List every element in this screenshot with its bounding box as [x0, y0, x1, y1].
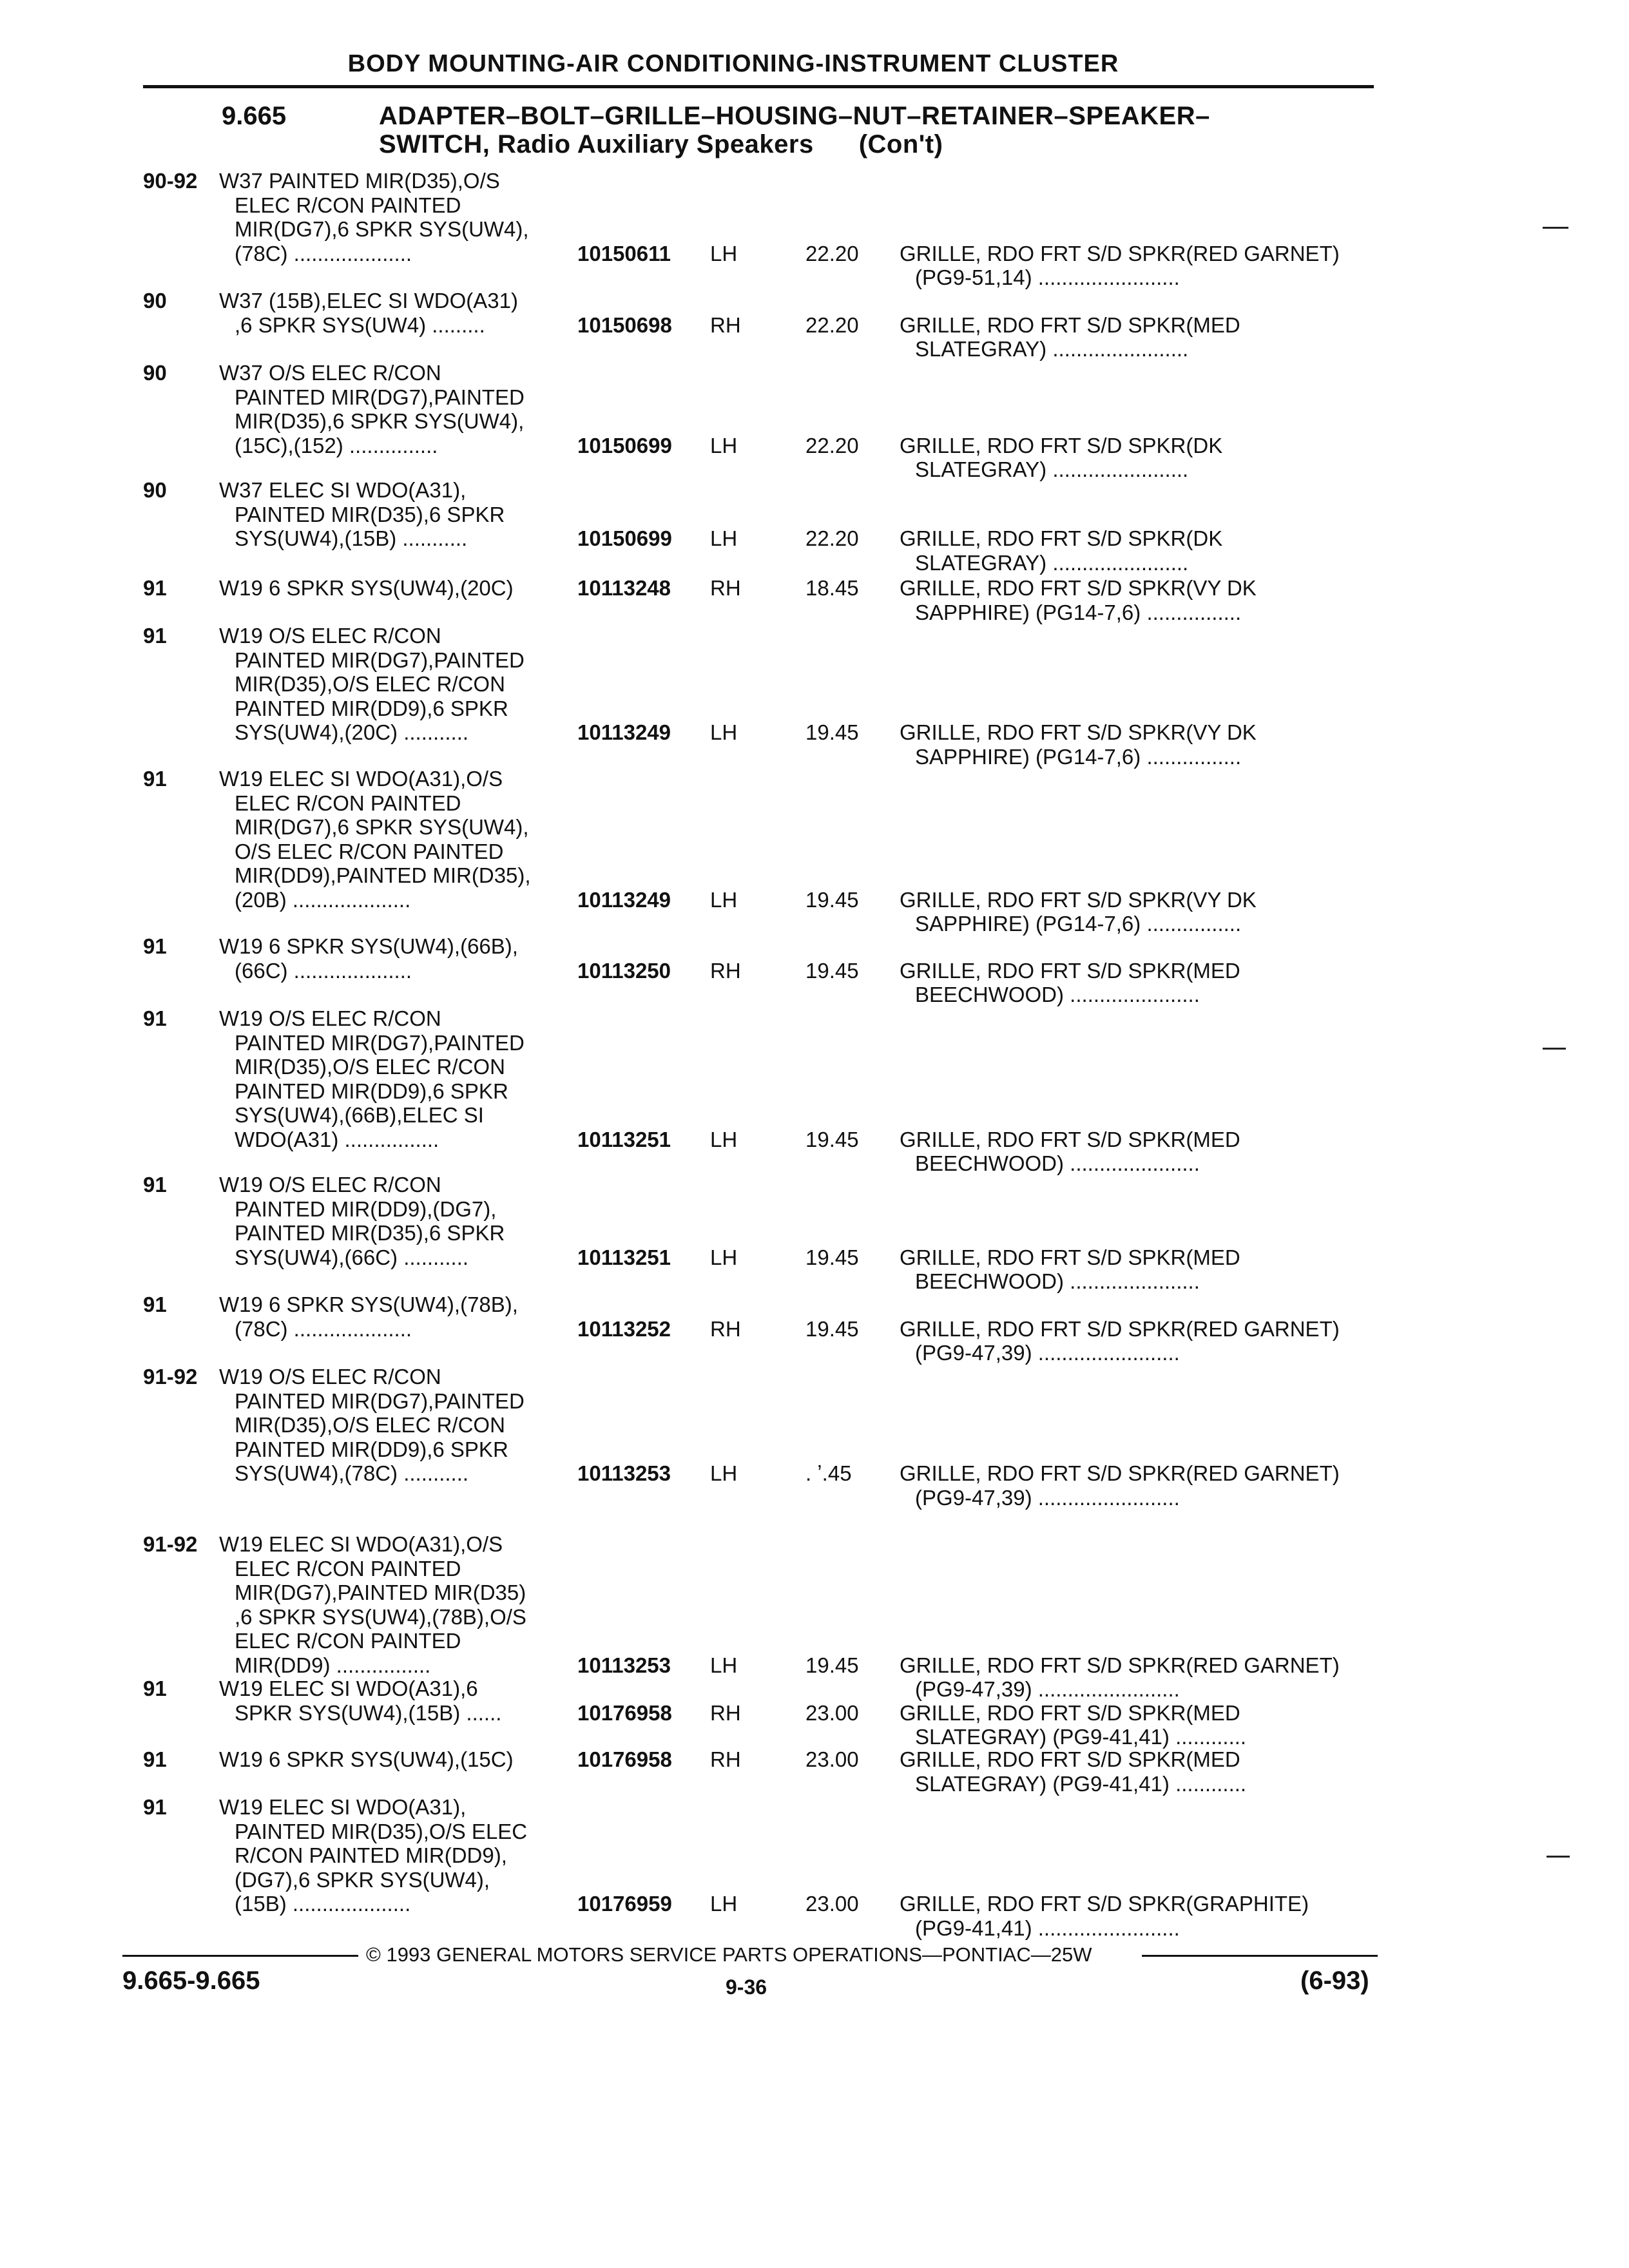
price: 23.00 [805, 1747, 859, 1771]
part-name-line2: SLATEGRAY) ....................... [915, 337, 1189, 361]
part-name [900, 1461, 1376, 1510]
description-line: (20B) .................... [235, 887, 411, 912]
part-name-line1: GRILLE, RDO FRT S/D SPKR(RED GARNET) [900, 1461, 1340, 1485]
usage-description [219, 478, 580, 551]
side-code: LH [710, 526, 738, 550]
footer-range: 9.665-9.665 [122, 1966, 260, 1995]
description-line: W37 ELEC SI WDO(A31), [219, 478, 467, 502]
price: 19.45 [805, 1127, 859, 1151]
description-line: (DG7),6 SPKR SYS(UW4), [235, 1867, 490, 1892]
part-number: 10113251 [577, 1245, 671, 1269]
price: 19.45 [805, 1653, 859, 1677]
description-line: SPKR SYS(UW4),(15B) ...... [235, 1700, 502, 1725]
usage-description [219, 767, 580, 912]
description-line: MIR(DG7),PAINTED MIR(D35) [235, 1581, 526, 1604]
description-line: WDO(A31) ................ [235, 1127, 439, 1151]
part-number: 10150611 [577, 241, 671, 265]
description-line: PAINTED MIR(D35),6 SPKR [235, 1221, 505, 1245]
side-code: LH [710, 720, 738, 744]
part-number: 10113249 [577, 887, 671, 912]
model-year: 90-92 [143, 169, 198, 193]
part-name-line1: GRILLE, RDO FRT S/D SPKR(RED GARNET) [900, 1653, 1340, 1677]
side-code: LH [710, 887, 738, 912]
price: 23.00 [805, 1892, 859, 1916]
margin-tick-2 [1543, 1048, 1566, 1050]
part-name [900, 1653, 1376, 1702]
description-line: W19 6 SPKR SYS(UW4),(78B), [219, 1293, 518, 1316]
description-line: PAINTED MIR(DG7),PAINTED [235, 648, 525, 672]
description-line: W19 O/S ELEC R/CON [219, 1173, 441, 1196]
usage-description [219, 1795, 580, 1916]
model-year: 91 [143, 1293, 167, 1316]
usage-description [219, 624, 580, 745]
part-name [900, 1701, 1376, 1749]
description-line: W37 O/S ELEC R/CON [219, 361, 441, 385]
description-line: MIR(DD9),PAINTED MIR(D35), [235, 863, 531, 887]
price: 19.45 [805, 720, 859, 744]
usage-description [219, 1365, 580, 1486]
part-name-line1: GRILLE, RDO FRT S/D SPKR(DK [900, 433, 1223, 457]
model-year: 90 [143, 361, 167, 385]
description-line: PAINTED MIR(D35),O/S ELEC [235, 1819, 528, 1843]
part-number: 10150699 [577, 526, 672, 550]
part-number: 10113248 [577, 576, 671, 600]
description-line: ELEC R/CON PAINTED [235, 1629, 461, 1653]
description-line: MIR(DD9) ................ [235, 1653, 431, 1677]
part-name [900, 1317, 1376, 1365]
description-line: ELEC R/CON PAINTED [235, 1556, 461, 1581]
model-year: 91 [143, 1173, 167, 1196]
description-line: (66C) .................... [235, 958, 412, 983]
part-name-line2: SLATEGRAY) (PG9-41,41) ............ [915, 1771, 1247, 1796]
description-line: R/CON PAINTED MIR(DD9), [235, 1843, 507, 1867]
part-number: 10176958 [577, 1700, 672, 1725]
margin-tick-3 [1547, 1856, 1570, 1858]
margin-tick-1 [1543, 227, 1568, 229]
side-code: LH [710, 433, 738, 457]
part-name-line1: GRILLE, RDO FRT S/D SPKR(MED [900, 1700, 1240, 1725]
part-name [900, 1128, 1376, 1176]
part-name-line1: GRILLE, RDO FRT S/D SPKR(MED [900, 958, 1240, 983]
side-code: RH [710, 312, 741, 337]
part-name-line1: GRILLE, RDO FRT S/D SPKR(RED GARNET) [900, 1316, 1340, 1341]
price: 22.20 [805, 433, 859, 457]
usage-description [219, 289, 580, 337]
part-name-line1: GRILLE, RDO FRT S/D SPKR(VY DK [900, 720, 1257, 744]
model-year: 90 [143, 478, 167, 502]
side-code: RH [710, 576, 741, 600]
footer-copyright: © 1993 GENERAL MOTORS SERVICE PARTS OPERATIONS—PONTIAC—25W [366, 1943, 1092, 1966]
part-number: 10113251 [577, 1127, 671, 1151]
description-line: ELEC R/CON PAINTED [235, 193, 461, 217]
description-line: W19 ELEC SI WDO(A31),6 [219, 1677, 478, 1700]
description-line: PAINTED MIR(DD9),6 SPKR [235, 1079, 508, 1103]
model-year: 91-92 [143, 1365, 198, 1389]
usage-description [219, 169, 580, 265]
description-line: ELEC R/CON PAINTED [235, 791, 461, 815]
description-line: PAINTED MIR(DG7),PAINTED [235, 1030, 525, 1055]
footer-page-number: 9-36 [726, 1975, 767, 1999]
description-line: W19 O/S ELEC R/CON [219, 1006, 441, 1030]
section-continued: (Con't) [858, 130, 943, 159]
part-name [900, 242, 1376, 290]
description-line: MIR(D35),O/S ELEC R/CON [235, 1055, 505, 1079]
footer-rule-right [1142, 1955, 1378, 1957]
description-line: SYS(UW4),(15B) ........... [235, 526, 468, 550]
description-line: W19 ELEC SI WDO(A31),O/S [219, 1532, 503, 1556]
part-number: 10113253 [577, 1653, 671, 1677]
model-year: 91 [143, 1006, 167, 1030]
description-line: W19 ELEC SI WDO(A31),O/S [219, 767, 503, 791]
description-line: ,6 SPKR SYS(UW4),(78B),O/S [235, 1604, 526, 1629]
page-header: BODY MOUNTING-AIR CONDITIONING-INSTRUMENT CLUSTER [347, 50, 1119, 77]
part-name [900, 1892, 1376, 1940]
price: 22.20 [805, 526, 859, 550]
description-line: W37 PAINTED MIR(D35),O/S [219, 169, 500, 193]
footer-date: (6-93) [1300, 1966, 1369, 1995]
side-code: LH [710, 1653, 738, 1677]
part-name-line1: GRILLE, RDO FRT S/D SPKR(MED [900, 312, 1240, 337]
model-year: 91 [143, 1677, 167, 1700]
part-name-line1: GRILLE, RDO FRT S/D SPKR(MED [900, 1747, 1240, 1771]
part-name [900, 1747, 1376, 1796]
price: 18.45 [805, 576, 859, 600]
side-code: RH [710, 1747, 741, 1771]
part-number: 10113252 [577, 1316, 671, 1341]
price: 19.45 [805, 887, 859, 912]
model-year: 91 [143, 576, 167, 600]
part-name-line2: SAPPHIRE) (PG14-7,6) ................ [915, 600, 1242, 624]
side-code: LH [710, 241, 738, 265]
side-code: RH [710, 1316, 741, 1341]
side-code: LH [710, 1245, 738, 1269]
part-number: 10113253 [577, 1461, 671, 1485]
description-line: (15B) .................... [235, 1892, 411, 1916]
price: 19.45 [805, 1245, 859, 1269]
part-name-line2: SAPPHIRE) (PG14-7,6) ................ [915, 744, 1242, 769]
side-code: LH [710, 1892, 738, 1916]
section-title-line2: SWITCH, Radio Auxiliary Speakers [379, 130, 814, 159]
description-line: PAINTED MIR(DD9),6 SPKR [235, 696, 508, 720]
part-name-line2: (PG9-47,39) ........................ [915, 1485, 1180, 1510]
description-line: SYS(UW4),(66C) ........... [235, 1245, 469, 1269]
usage-description [219, 1006, 580, 1151]
description-line: SYS(UW4),(78C) ........... [235, 1461, 469, 1485]
price: 23.00 [805, 1700, 859, 1725]
price: 22.20 [805, 312, 859, 337]
side-code: LH [710, 1127, 738, 1151]
description-line: W37 (15B),ELEC SI WDO(A31) [219, 289, 518, 312]
part-name-line1: GRILLE, RDO FRT S/D SPKR(GRAPHITE) [900, 1892, 1309, 1916]
description-line: PAINTED MIR(DG7),PAINTED [235, 385, 525, 409]
model-year: 91 [143, 1747, 167, 1771]
usage-description [219, 1532, 580, 1677]
part-name [900, 959, 1376, 1007]
description-line: ,6 SPKR SYS(UW4) ......... [235, 312, 485, 337]
description-line: (15C),(152) ............... [235, 433, 438, 457]
part-name-line1: GRILLE, RDO FRT S/D SPKR(VY DK [900, 576, 1257, 600]
description-line: (78C) .................... [235, 241, 412, 265]
description-line: W19 O/S ELEC R/CON [219, 624, 441, 648]
footer-rule-left [122, 1955, 358, 1957]
description-line: O/S ELEC R/CON PAINTED [235, 839, 504, 863]
part-name-line1: GRILLE, RDO FRT S/D SPKR(VY DK [900, 887, 1257, 912]
description-line: W19 6 SPKR SYS(UW4),(66B), [219, 934, 518, 958]
part-number: 10150698 [577, 312, 672, 337]
description-line: MIR(D35),O/S ELEC R/CON [235, 672, 505, 696]
part-number: 10113249 [577, 720, 671, 744]
part-name [900, 720, 1376, 769]
part-name-line2: (PG9-41,41) ........................ [915, 1916, 1180, 1940]
side-code: LH [710, 1461, 738, 1485]
usage-description [219, 576, 580, 601]
model-year: 91 [143, 624, 167, 648]
part-name [900, 888, 1376, 936]
description-line: PAINTED MIR(DG7),PAINTED [235, 1389, 525, 1413]
part-name-line2: BEECHWOOD) ...................... [915, 1269, 1200, 1293]
description-line: MIR(D35),O/S ELEC R/CON [235, 1413, 505, 1437]
side-code: RH [710, 958, 741, 983]
description-line: MIR(D35),6 SPKR SYS(UW4), [235, 409, 525, 433]
price: . ʼ.45 [805, 1461, 852, 1485]
part-name [900, 313, 1376, 361]
price: 22.20 [805, 241, 859, 265]
part-name-line1: GRILLE, RDO FRT S/D SPKR(DK [900, 526, 1223, 550]
part-name [900, 1245, 1376, 1294]
description-line: SYS(UW4),(20C) ........... [235, 720, 469, 744]
usage-description [219, 934, 580, 983]
header-rule [143, 85, 1374, 88]
usage-description [219, 361, 580, 457]
description-line: W19 O/S ELEC R/CON [219, 1365, 441, 1389]
section-title [379, 102, 1345, 159]
model-year: 91-92 [143, 1532, 198, 1556]
model-year: 91 [143, 1795, 167, 1819]
description-line: SYS(UW4),(66B),ELEC SI [235, 1103, 484, 1127]
part-name-line2: BEECHWOOD) ...................... [915, 1151, 1200, 1175]
part-name [900, 434, 1376, 482]
usage-description [219, 1747, 580, 1772]
part-name-line2: BEECHWOOD) ...................... [915, 983, 1200, 1006]
part-name-line1: GRILLE, RDO FRT S/D SPKR(MED [900, 1127, 1240, 1151]
description-line: W19 6 SPKR SYS(UW4),(15C) [219, 1747, 514, 1771]
part-number: 10150699 [577, 433, 672, 457]
description-line: W19 6 SPKR SYS(UW4),(20C) [219, 576, 514, 600]
part-name-line2: SLATEGRAY) ....................... [915, 457, 1189, 481]
part-name-line1: GRILLE, RDO FRT S/D SPKR(RED GARNET) [900, 241, 1340, 265]
description-line: PAINTED MIR(DD9),(DG7), [235, 1196, 497, 1221]
model-year: 91 [143, 934, 167, 958]
part-name-line2: (PG9-47,39) ........................ [915, 1677, 1180, 1701]
side-code: RH [710, 1700, 741, 1725]
part-name-line2: SLATEGRAY) ....................... [915, 550, 1189, 575]
part-name [900, 576, 1376, 624]
section-title-line1: ADAPTER–BOLT–GRILLE–HOUSING–NUT–RETAINER–SPEAKER– [379, 102, 1210, 130]
part-name-line2: SAPPHIRE) (PG14-7,6) ................ [915, 912, 1242, 936]
price: 19.45 [805, 1316, 859, 1341]
description-line: MIR(DG7),6 SPKR SYS(UW4), [235, 815, 529, 839]
description-line: MIR(DG7),6 SPKR SYS(UW4), [235, 217, 529, 241]
part-number: 10176959 [577, 1892, 672, 1916]
usage-description [219, 1293, 580, 1341]
part-name-line2: SLATEGRAY) (PG9-41,41) ............ [915, 1725, 1247, 1749]
description-line: (78C) .................... [235, 1316, 412, 1341]
part-name [900, 526, 1376, 575]
usage-description [219, 1173, 580, 1269]
usage-description [219, 1677, 580, 1725]
part-number: 10113250 [577, 958, 671, 983]
part-name-line2: (PG9-51,14) ........................ [915, 265, 1180, 289]
model-year: 90 [143, 289, 167, 312]
model-year: 91 [143, 767, 167, 791]
description-line: W19 ELEC SI WDO(A31), [219, 1795, 467, 1819]
price: 19.45 [805, 958, 859, 983]
description-line: PAINTED MIR(D35),6 SPKR [235, 502, 505, 526]
part-name-line1: GRILLE, RDO FRT S/D SPKR(MED [900, 1245, 1240, 1269]
part-name-line2: (PG9-47,39) ........................ [915, 1341, 1180, 1365]
description-line: PAINTED MIR(DD9),6 SPKR [235, 1437, 508, 1461]
part-number: 10176958 [577, 1747, 672, 1771]
section-number: 9.665 [222, 102, 287, 130]
